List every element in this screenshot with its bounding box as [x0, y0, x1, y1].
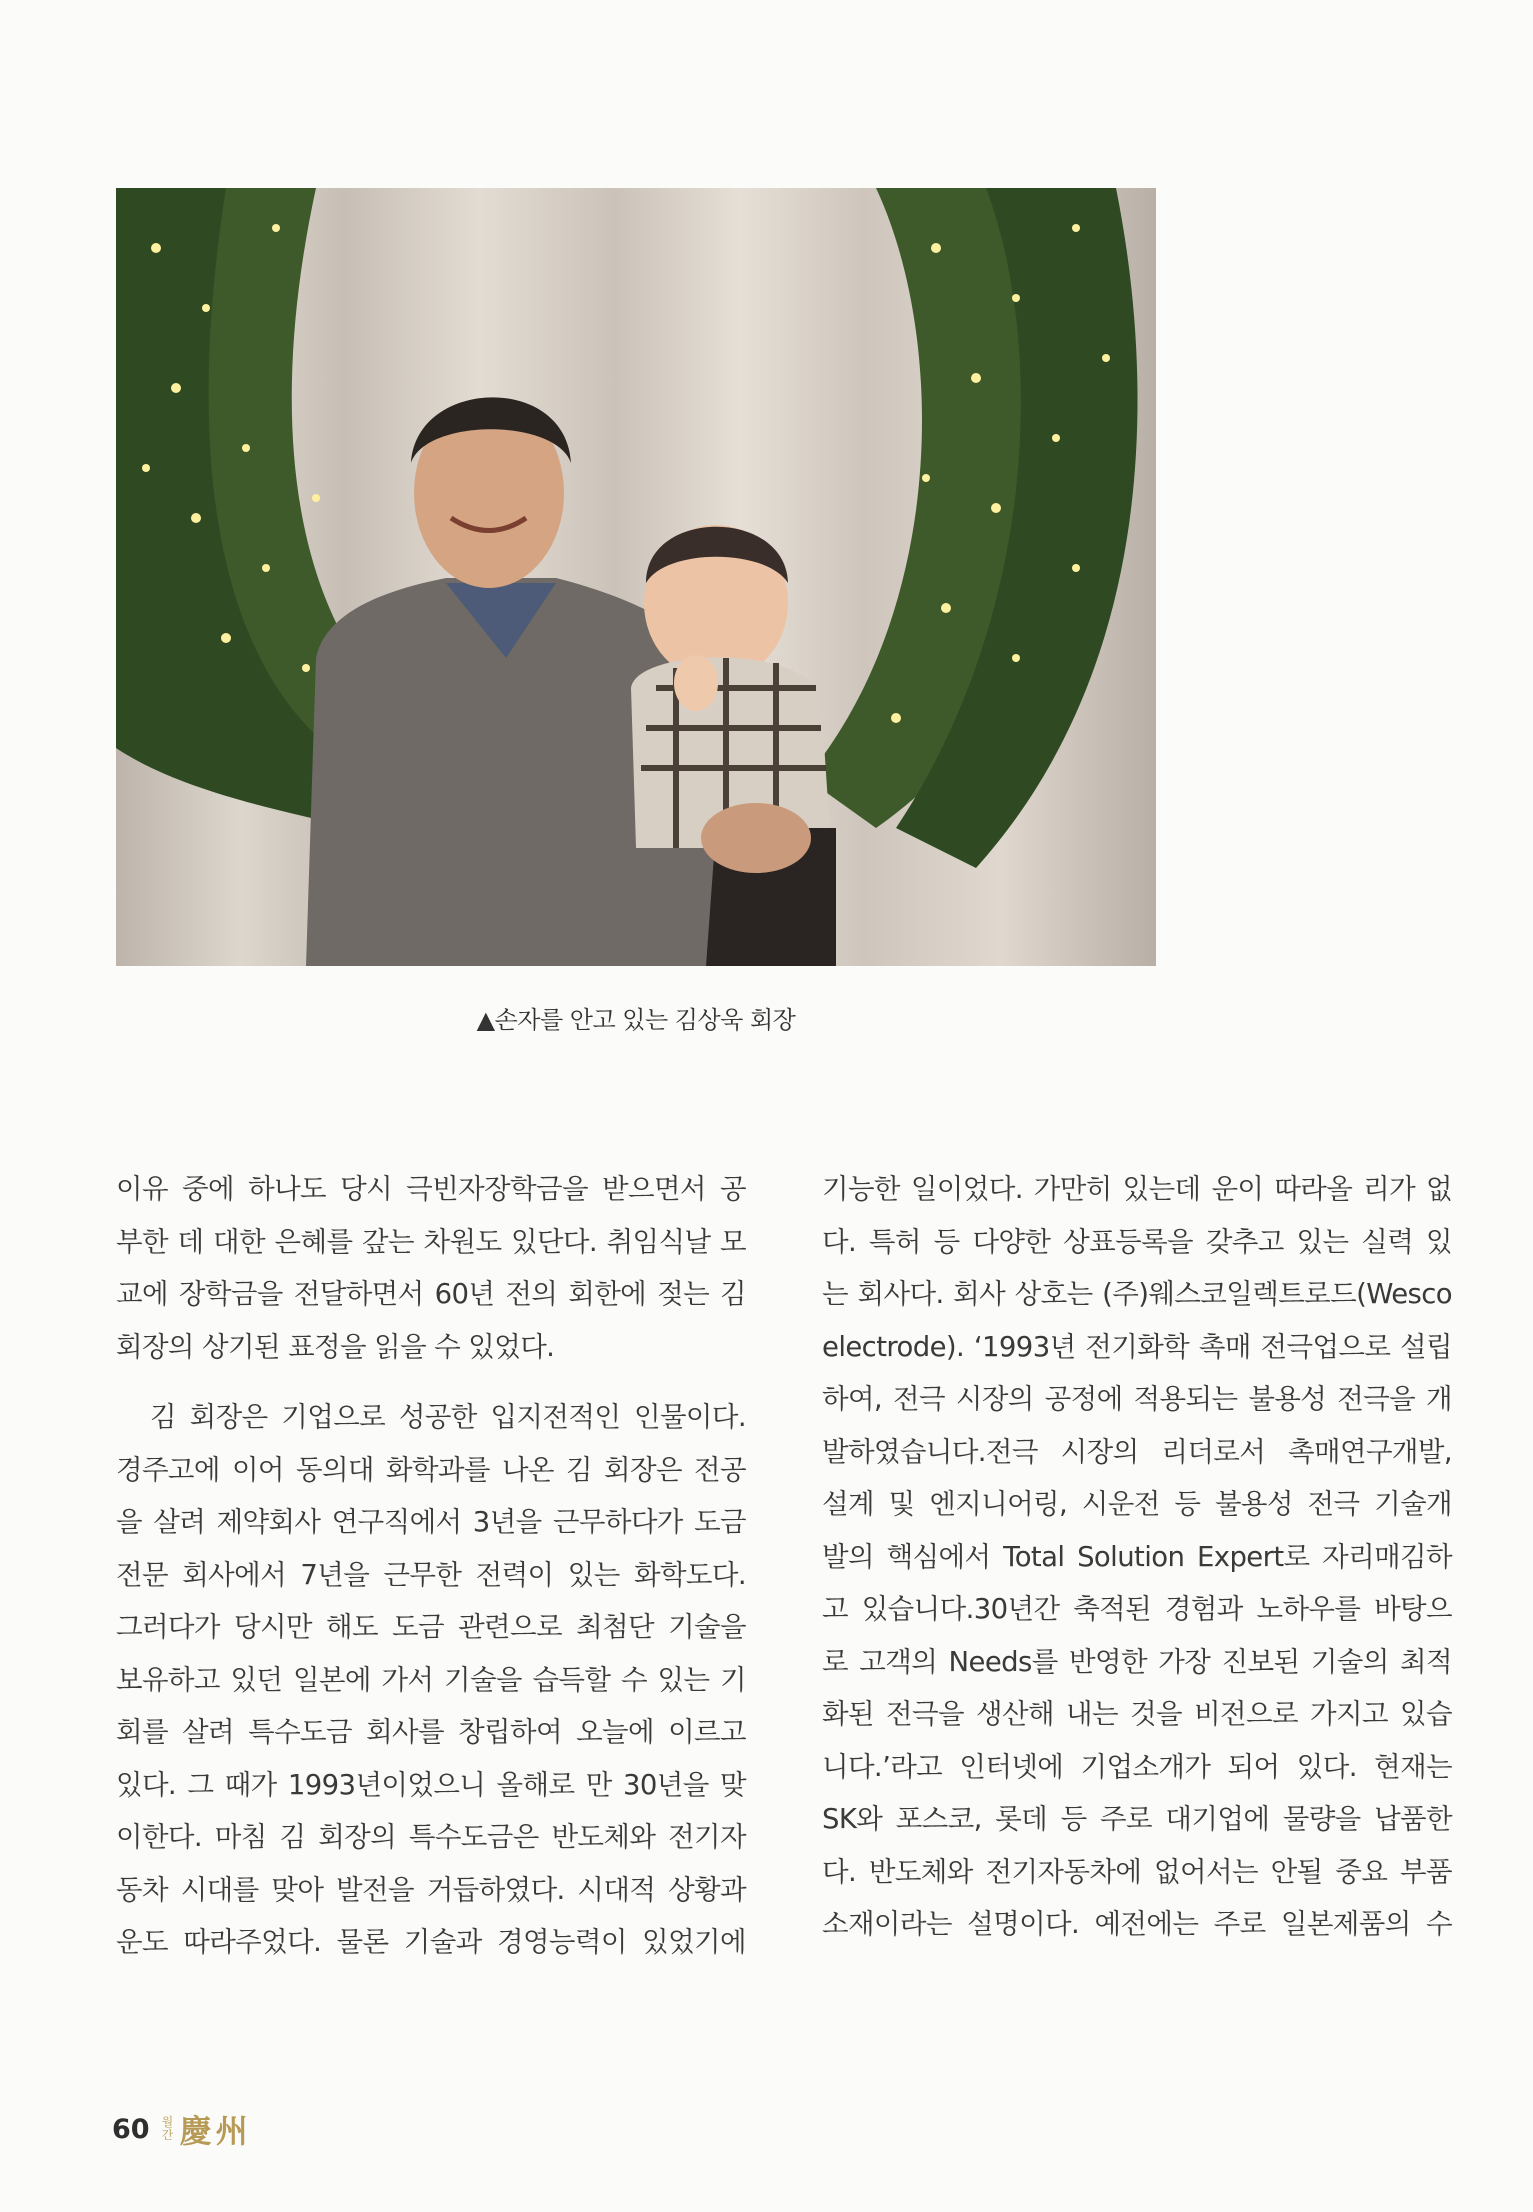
text-line: 다. 반도체와 전기자동차에 없어서는 안될 중요 부품	[822, 1855, 1452, 1888]
text-line: 그러다가 당시만 해도 도금 관련으로 최첨단 기술을	[116, 1611, 746, 1643]
magazine-logo-title: 慶州	[179, 2112, 252, 2150]
text-line: 전문 회사에서 7년을 근무한 전력이 있는 화학도다.	[116, 1558, 746, 1591]
text-line: 는 회사다. 회사 상호는 (주)웨스코일렉트로드(Wesco	[822, 1278, 1452, 1310]
text-line: 소재이라는 설명이다. 예전에는 주로 일본제품의 수	[822, 1908, 1452, 1940]
text-line: 고 있습니다.30년간 축적된 경험과 노하우를 바탕으	[822, 1593, 1452, 1625]
text-line: 교에 장학금을 전달하면서 60년 전의 회한에 젖는 김	[116, 1278, 746, 1310]
text-line: electrode). ‘1993년 전기화학 촉매 전극업으로 설립	[822, 1330, 1452, 1363]
page-footer	[112, 2106, 252, 2152]
magazine-logo-prefix: 월간	[161, 2115, 174, 2142]
photo-caption: ▲손자를 안고 있는 김상욱 회장	[476, 1006, 796, 1034]
article-column-left	[116, 1163, 746, 1969]
text-line: 동차 시대를 맞아 발전을 거듭하였다. 시대적 상황과	[116, 1873, 746, 1906]
text-line: 회를 살려 특수도금 회사를 창립하여 오늘에 이르고	[116, 1716, 746, 1748]
text-line: 기능한 일이었다. 가만히 있는데 운이 따라올 리가 없	[822, 1173, 1452, 1205]
text-line: 있다. 그 때가 1993년이었으니 올해로 만 30년을 맞	[116, 1768, 746, 1801]
page-number: 60	[112, 2113, 150, 2145]
text-line: 부한 데 대한 은혜를 갚는 차원도 있단다. 취임식날 모	[116, 1225, 746, 1258]
text-line: 니다.’라고 인터넷에 기업소개가 되어 있다. 현재는	[822, 1750, 1452, 1783]
magazine-logo	[162, 2106, 252, 2152]
text-line: 을 살려 제약회사 연구직에서 3년을 근무하다가 도금	[116, 1506, 746, 1538]
text-line: 발의 핵심에서 Total Solution Expert로 자리매김하	[822, 1540, 1452, 1573]
text-line: 김 회장은 기업으로 성공한 입지전적인 인물이다.	[150, 1401, 746, 1433]
text-line: 발하였습니다.전극 시장의 리더로서 촉매연구개발,	[822, 1435, 1452, 1468]
text-line: 경주고에 이어 동의대 화학과를 나온 김 회장은 전공	[116, 1453, 746, 1486]
text-line: 이유 중에 하나도 당시 극빈자장학금을 받으면서 공	[116, 1173, 746, 1205]
text-line: 보유하고 있던 일본에 가서 기술을 습득할 수 있는 기	[116, 1663, 746, 1696]
text-line: SK와 포스코, 롯데 등 주로 대기업에 물량을 납품한	[822, 1803, 1452, 1835]
text-line: 하여, 전극 시장의 공정에 적용되는 불용성 전극을 개	[822, 1383, 1452, 1415]
text-line: 로 고객의 Needs를 반영한 가장 진보된 기술의 최적	[822, 1645, 1452, 1678]
text-line: 회장의 상기된 표정을 읽을 수 있었다.	[116, 1330, 555, 1363]
text-line: 이한다. 마침 김 회장의 특수도금은 반도체와 전기자	[116, 1821, 746, 1853]
photo-illustration	[116, 188, 1156, 966]
text-line: 화된 전극을 생산해 내는 것을 비전으로 가지고 있습	[822, 1698, 1452, 1730]
article-column-right	[822, 1163, 1452, 1951]
hero-photo	[116, 188, 1156, 966]
text-line: 설계 및 엔지니어링, 시운전 등 불용성 전극 기술개	[822, 1488, 1452, 1520]
text-line: 운도 따라주었다. 물론 기술과 경영능력이 있었기에	[116, 1926, 746, 1958]
text-line: 다. 특허 등 다양한 상표등록을 갖추고 있는 실력 있	[822, 1225, 1452, 1258]
